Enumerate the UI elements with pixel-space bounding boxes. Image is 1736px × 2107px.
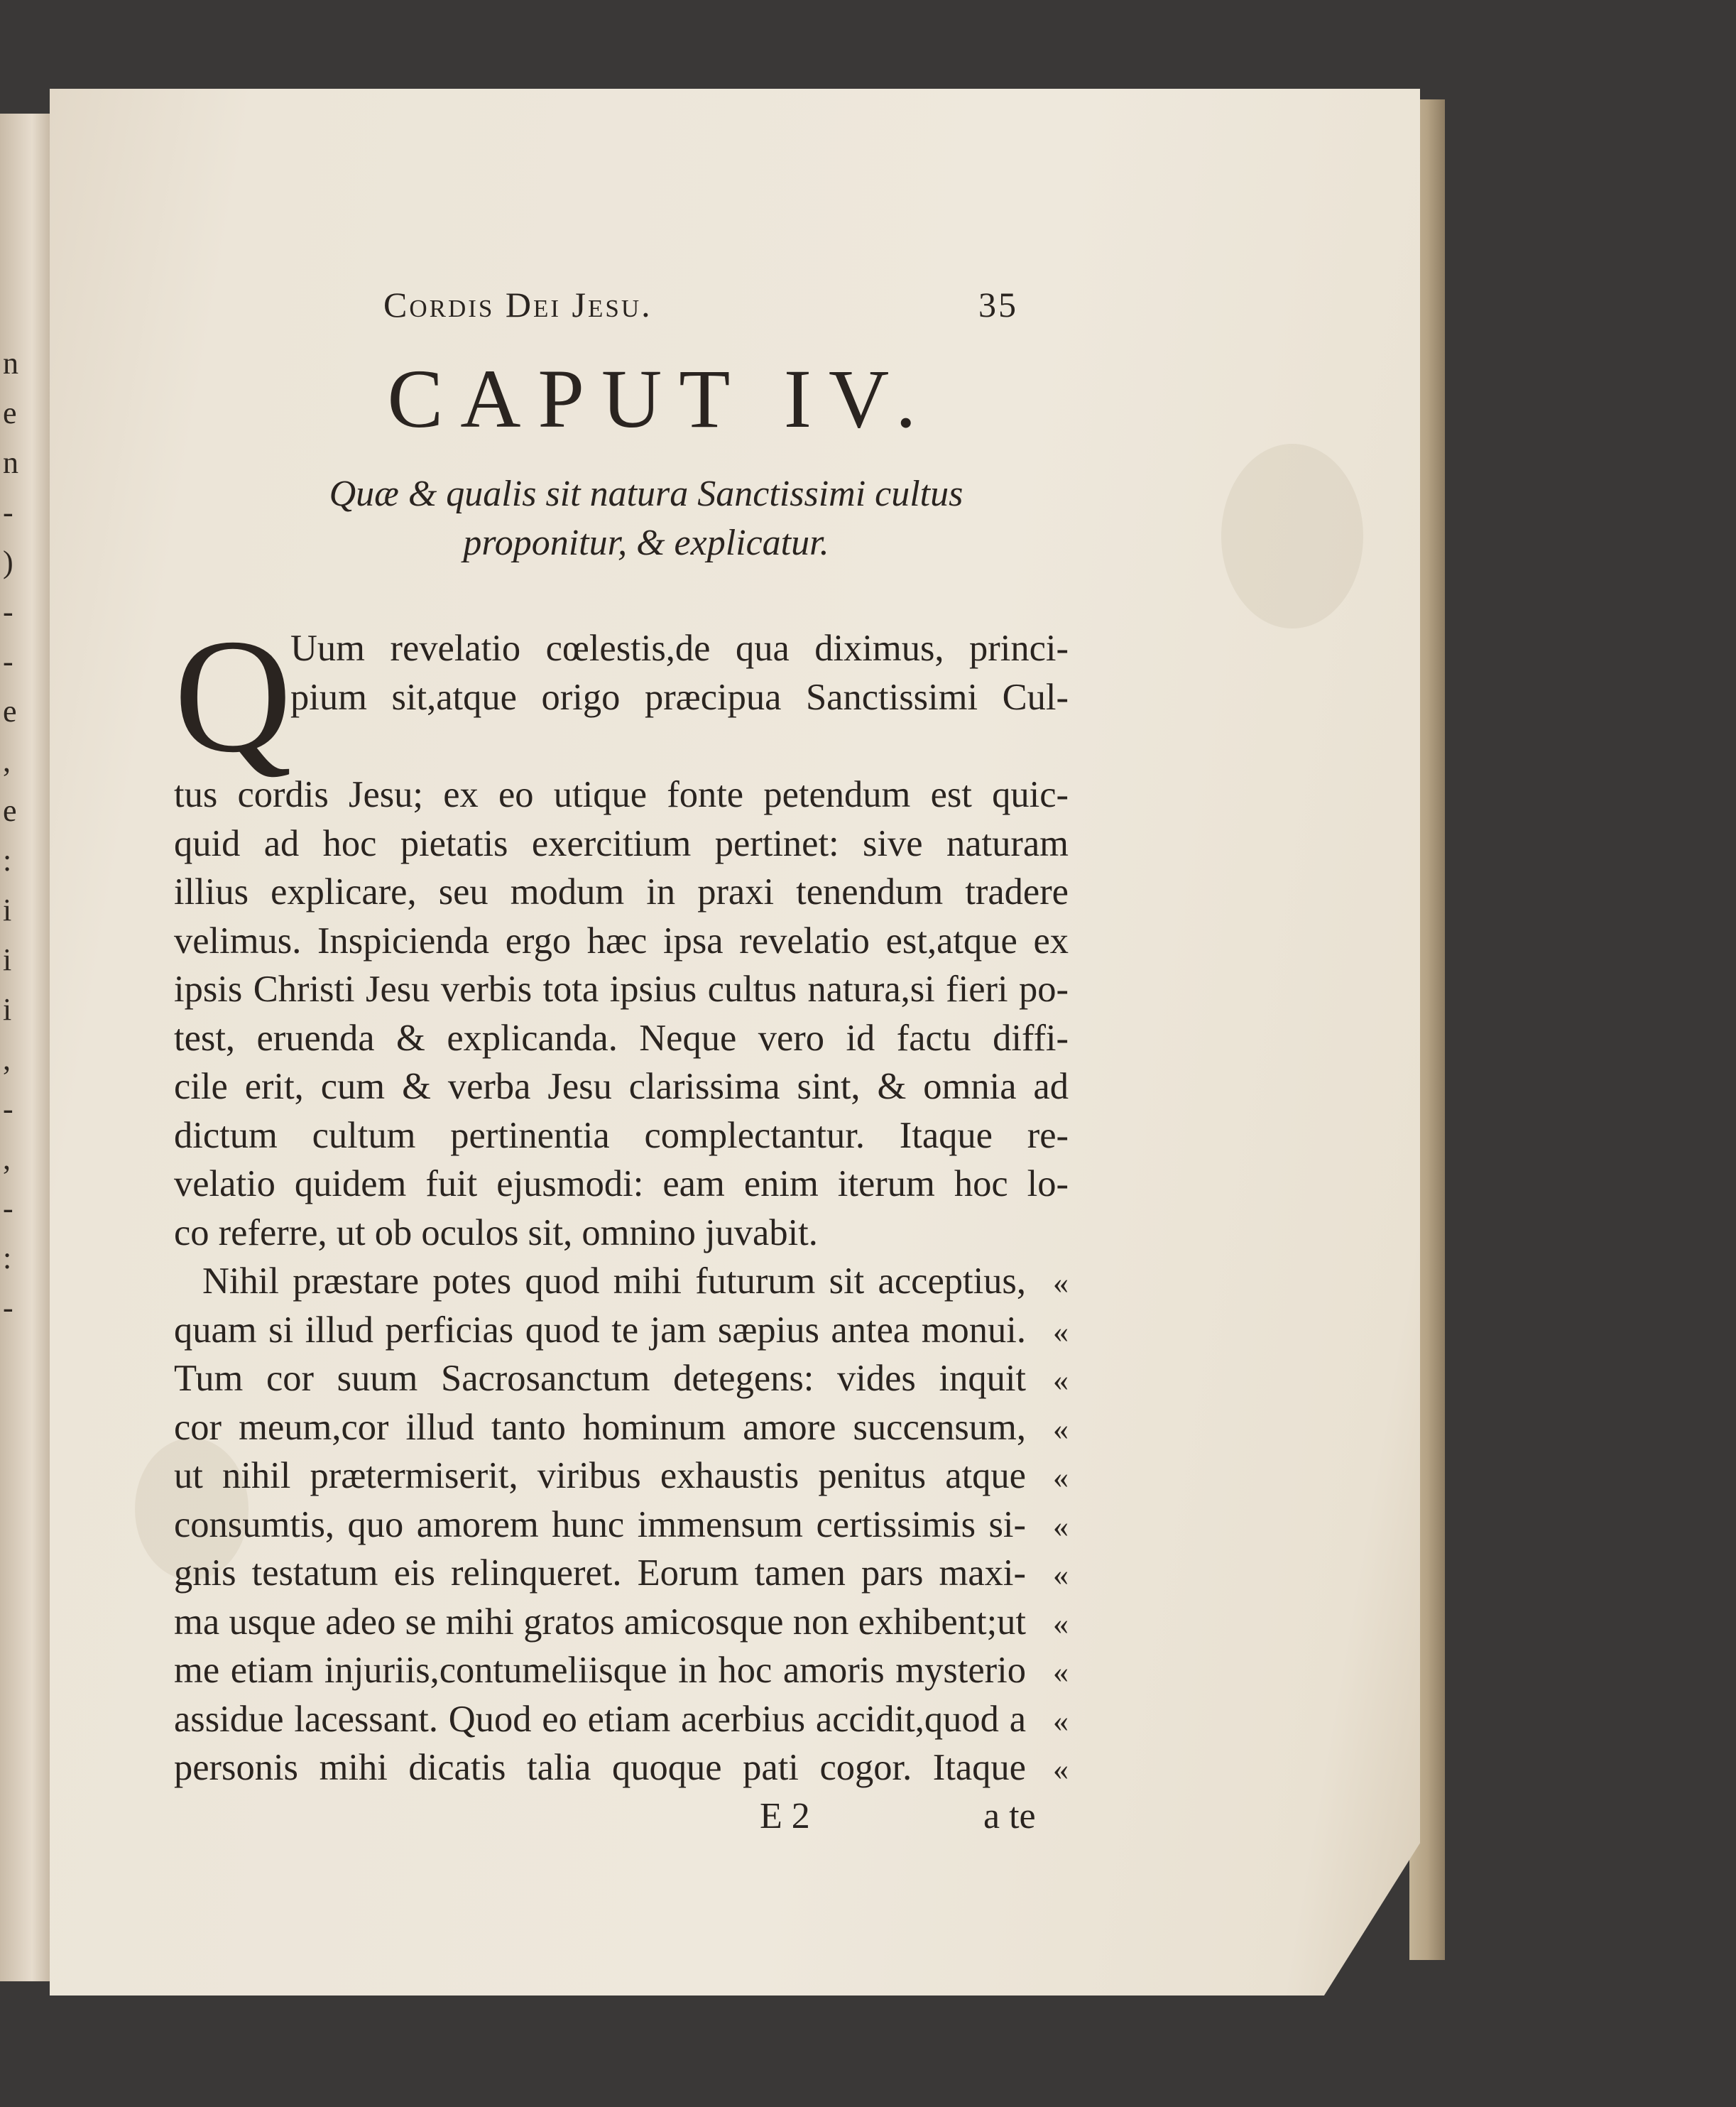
line-text: Nihil præstare potes quod mihi futurum sit acceptius, xyxy=(202,1261,1026,1302)
catchword: a te xyxy=(983,1795,1036,1836)
text-line xyxy=(174,1646,1069,1695)
text-line xyxy=(174,771,1069,820)
facing-page-fragment: - xyxy=(3,594,13,629)
chapter-subtitle xyxy=(174,470,1069,567)
line-text: dictum cultum pertinentia complectantur. Itaque re- xyxy=(174,1114,1069,1156)
facing-page-fragment: i xyxy=(3,942,12,977)
text-line xyxy=(174,917,1069,966)
quotation-mark: « xyxy=(1053,1411,1069,1447)
text-line xyxy=(174,1501,1069,1550)
facing-page-fragment: - xyxy=(3,495,13,530)
subtitle-line: Quæ & qualis sit natura Sanctissimi cultus xyxy=(329,473,963,514)
line-text: personis mihi dicatis talia quoque pati cogor. Itaque xyxy=(174,1747,1026,1789)
facing-page-fragment: n xyxy=(3,445,18,480)
text-line xyxy=(174,1743,1069,1792)
running-head xyxy=(174,277,1069,341)
line-text: quam si illud perficias quod te jam sæpius antea monui. xyxy=(174,1309,1026,1351)
line-text: cor meum,cor illud tanto hominum amore succensum, xyxy=(174,1406,1026,1448)
body-text xyxy=(174,605,1069,1792)
quotation-mark: « xyxy=(1053,1703,1069,1738)
text-line xyxy=(174,1014,1069,1063)
line-text: quid ad hoc pietatis exercitium pertinet: sive naturam xyxy=(174,822,1069,864)
facing-page-fragment: - xyxy=(3,644,13,679)
facing-page-fragment: - xyxy=(3,1091,13,1126)
line-text: co referre, ut ob oculos sit, omnino juvabit. xyxy=(174,1212,818,1253)
facing-page-fragment: , xyxy=(3,744,11,778)
text-line xyxy=(174,1306,1069,1355)
facing-page-fragment: e xyxy=(3,396,17,430)
line-text: me etiam injuriis,contumeliisque in hoc amoris mysterio xyxy=(174,1650,1026,1692)
facing-page-fragment: : xyxy=(3,1241,12,1275)
paragraph xyxy=(174,1257,1069,1792)
page-footer xyxy=(174,1792,1069,1842)
quotation-mark: « xyxy=(1053,1606,1069,1641)
facing-page-fragment: - xyxy=(3,1191,13,1226)
text-line xyxy=(174,1111,1069,1160)
facing-page-fragment: ) xyxy=(3,545,13,579)
text-line xyxy=(174,868,1069,917)
running-title: Cordis Dei Jesu. xyxy=(383,285,653,325)
page-text xyxy=(174,277,1069,1842)
drop-cap: Q xyxy=(174,605,293,787)
paragraph xyxy=(174,605,1069,1257)
quotation-mark: « xyxy=(1053,1363,1069,1398)
text-line xyxy=(174,1695,1069,1744)
line-text: velimus. Inspicienda ergo hæc ipsa revelatio est,atque ex xyxy=(174,920,1069,962)
text-line xyxy=(174,1403,1069,1452)
chapter-title: CAPUT IV. xyxy=(387,352,934,445)
text-line xyxy=(174,1598,1069,1647)
text-line xyxy=(290,673,1069,722)
line-text: assidue lacessant. Quod eo etiam acerbius accidit,quod a xyxy=(174,1698,1026,1740)
facing-page-fragment: n xyxy=(3,346,18,381)
line-text: consumtis, quo amorem hunc immensum certissimis si- xyxy=(174,1503,1026,1545)
signature-mark: E 2 xyxy=(760,1795,810,1836)
text-line xyxy=(174,1209,1069,1258)
quotation-mark: « xyxy=(1053,1314,1069,1349)
text-line xyxy=(290,624,1069,673)
quotation-mark: « xyxy=(1053,1460,1069,1496)
facing-page-fragment: , xyxy=(3,1042,11,1077)
line-text: ut nihil prætermiserit, viribus exhaustis penitus atque xyxy=(174,1455,1026,1497)
line-text: Uum revelatio cœlestis,de qua diximus, princi- xyxy=(290,628,1069,670)
facing-page-fragment: i xyxy=(3,893,12,927)
text-line xyxy=(174,965,1069,1014)
line-text: tus cordis Jesu; ex eo utique fonte petendum est quic- xyxy=(174,774,1069,816)
text-line xyxy=(174,1452,1069,1501)
text-line xyxy=(174,1160,1069,1209)
line-text: velatio quidem fuit ejusmodi: eam enim iterum hoc lo- xyxy=(174,1163,1069,1205)
quotation-mark: « xyxy=(1053,1752,1069,1787)
text-line xyxy=(174,1062,1069,1111)
line-text: cile erit, cum & verba Jesu clarissima sint, & omnia ad xyxy=(174,1066,1069,1108)
quotation-mark: « xyxy=(1053,1265,1069,1301)
text-line xyxy=(174,820,1069,869)
quotation-mark: « xyxy=(1053,1655,1069,1690)
line-text: Tum cor suum Sacrosanctum detegens: vides inquit xyxy=(174,1358,1026,1400)
line-text: ipsis Christi Jesu verbis tota ipsius cultus natura,si fieri po- xyxy=(174,969,1069,1011)
quotation-mark: « xyxy=(1053,1508,1069,1544)
paper-stain xyxy=(1221,444,1363,628)
facing-page-fragment: : xyxy=(3,843,12,878)
line-text: illius explicare, seu modum in praxi tenendum tradere xyxy=(174,871,1069,913)
text-line xyxy=(174,1257,1069,1306)
subtitle-line: proponitur, & explicatur. xyxy=(463,522,829,563)
line-text: ma usque adeo se mihi gratos amicosque non exhibent;ut xyxy=(174,1601,1026,1643)
line-text: gnis testatum eis relinqueret. Eorum tamen pars maxi- xyxy=(174,1552,1026,1594)
facing-page-fragment: i xyxy=(3,992,12,1027)
line-text: test, eruenda & explicanda. Neque vero id factu diffi- xyxy=(174,1017,1069,1059)
facing-page-fragment: , xyxy=(3,1141,11,1176)
quotation-mark: « xyxy=(1053,1557,1069,1593)
facing-page-fragment: - xyxy=(3,1290,13,1325)
text-line xyxy=(174,1354,1069,1403)
facing-page-fragment: e xyxy=(3,694,17,729)
facing-page-fragment: e xyxy=(3,793,17,828)
text-line xyxy=(174,1549,1069,1598)
page-number: 35 xyxy=(978,285,1018,325)
line-text: pium sit,atque origo præcipua Sanctissimi Cul- xyxy=(290,676,1069,718)
